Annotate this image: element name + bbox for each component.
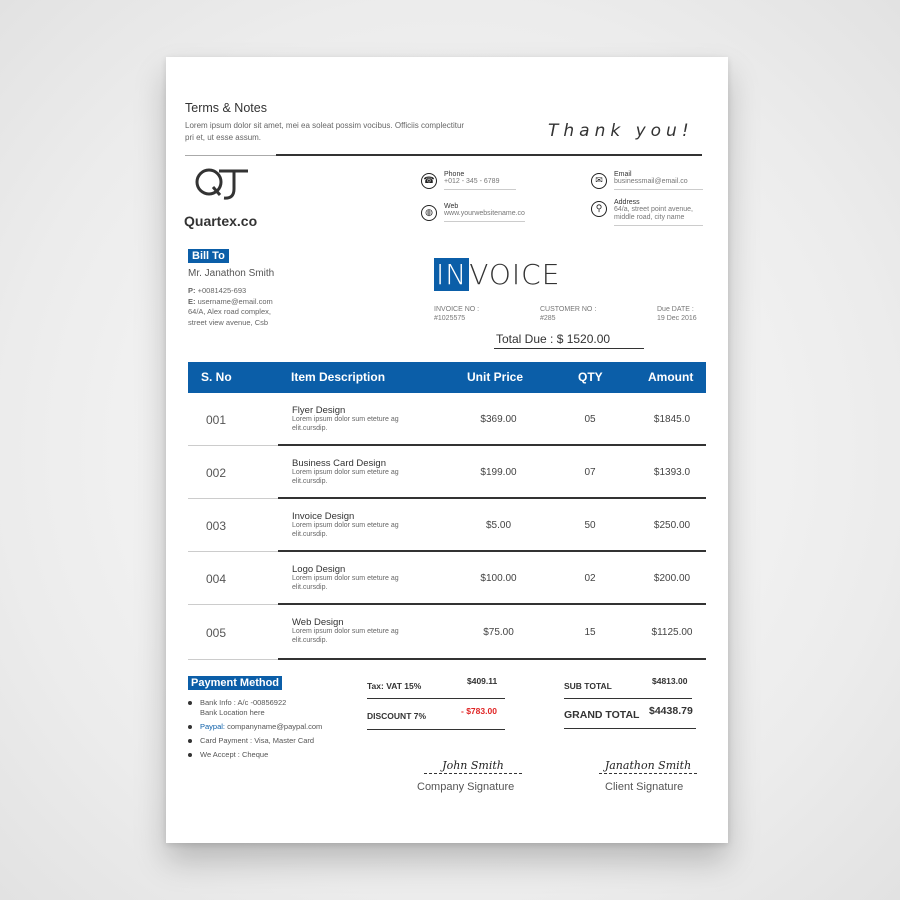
web-label: Web [444, 203, 459, 210]
client-signature-block [599, 759, 697, 778]
subtotal-label: SUB TOTAL [564, 681, 612, 691]
table-header [188, 362, 706, 393]
row-qty: 02 [584, 573, 596, 584]
location-pin-icon: ⚲ [591, 201, 607, 217]
thank-you-text: Thank you! [548, 121, 694, 141]
address-line1: 64/a, street point avenue, [614, 206, 693, 213]
client-signature-label: Client Signature [605, 781, 684, 793]
web-value: www.yourwebsitename.co [444, 210, 525, 217]
row-unit-price: $199.00 [480, 467, 517, 478]
row-amount: $1125.00 [651, 627, 693, 638]
due-date-block [657, 305, 697, 323]
invoice-sheet [166, 57, 728, 843]
bill-to-details [188, 286, 273, 328]
web-contact [421, 203, 525, 222]
invoice-number-block [434, 305, 479, 323]
row-qty: 15 [584, 627, 596, 638]
grand-total-row [564, 705, 696, 729]
phone-contact [421, 171, 516, 190]
customer-number: #285 [540, 315, 556, 322]
subtotal-underline [564, 698, 692, 699]
row-unit-price: $100.00 [480, 573, 517, 584]
row-sno: 004 [206, 572, 227, 586]
customer-number-block [540, 305, 596, 323]
header-amount: Amount [648, 370, 694, 384]
invoice-title-highlight: IN [436, 258, 468, 291]
phone-underline [444, 189, 516, 190]
due-date-label: Due DATE : [657, 306, 694, 313]
discount-row [367, 706, 505, 730]
row-item-name: Web Design [292, 617, 344, 628]
address-line2: middle road, city name [614, 214, 685, 221]
payment-paypal-key: Paypal: [200, 722, 226, 731]
envelope-icon: ✉ [591, 173, 607, 189]
payment-paypal-value: companyname@paypal.com [227, 722, 323, 731]
row-divider [278, 658, 706, 660]
row-item-name: Invoice Design [292, 511, 355, 522]
table-row [188, 393, 706, 446]
client-signature-line [599, 773, 697, 774]
invoice-number: #1025575 [434, 315, 466, 322]
quartex-logo [194, 165, 250, 205]
table-row [188, 605, 706, 658]
discount-value: - $783.00 [461, 706, 497, 716]
row-unit-price: $5.00 [485, 520, 512, 531]
invoice-number-label: INVOICE NO : [434, 306, 480, 313]
grand-total-value: $4438.79 [649, 705, 693, 717]
phone-label: Phone [444, 171, 465, 178]
address-contact [591, 199, 703, 226]
client-signature-script: Janathon Smith [604, 759, 692, 772]
phone-icon: ☎ [421, 173, 437, 189]
bill-to-label: Bill To [188, 249, 229, 263]
invoice-title [434, 258, 560, 291]
bill-to-name: Mr. Janathon Smith [188, 268, 275, 279]
globe-icon: ◍ [421, 205, 437, 221]
row-item-name: Business Card Design [292, 458, 386, 469]
company-signature-script: John Smith [442, 759, 504, 772]
row-sno: 002 [206, 466, 227, 480]
payment-bank-line2: Bank Location here [200, 708, 265, 717]
company-signature-label: Company Signature [417, 781, 515, 793]
table-row [188, 499, 706, 552]
bill-email: username@email.com [197, 296, 273, 306]
payment-paypal [188, 722, 322, 732]
header-divider-accent [276, 154, 702, 156]
tax-underline [367, 698, 505, 699]
row-amount: $1393.0 [653, 467, 691, 478]
total-due: Total Due : $ 1520.00 [496, 332, 611, 346]
subtotal-value: $4813.00 [652, 676, 688, 686]
bill-address-line2: street view avenue, Csb [188, 317, 269, 327]
email-underline [614, 189, 703, 190]
row-qty: 05 [584, 414, 596, 425]
row-amount: $1845.0 [653, 414, 691, 425]
company-signature-block [424, 759, 522, 778]
payment-method-label: Payment Method [188, 676, 282, 690]
bill-email-key: E: [188, 296, 196, 306]
phone-value: +012 - 345 - 6789 [444, 178, 500, 185]
row-item-desc: Lorem ipsum dolor sum eteture ag elit.cursdip. [292, 575, 399, 591]
row-qty: 50 [584, 520, 596, 531]
header-sno: S. No [201, 370, 232, 384]
header-qty: QTY [578, 370, 603, 384]
web-underline [444, 221, 525, 222]
address-label: Address [614, 199, 640, 206]
email-label: Email [614, 171, 632, 178]
subtotal-row [564, 676, 692, 699]
total-due-underline [494, 348, 644, 349]
address-underline [614, 225, 703, 226]
tax-row [367, 676, 505, 699]
bill-address-line1: 64/A, Alex road complex, [188, 307, 271, 316]
row-unit-price: $75.00 [483, 627, 514, 638]
row-unit-price: $369.00 [480, 414, 517, 425]
row-item-desc: Lorem ipsum dolor sum eteture ag elit.cursdip. [292, 416, 399, 432]
payment-accept: We Accept : Cheque [188, 750, 322, 760]
bill-phone-key: P: [188, 286, 196, 295]
tax-label: Tax: VAT 15% [367, 681, 422, 691]
row-item-desc: Lorem ipsum dolor sum eteture ag elit.cursdip. [292, 469, 399, 485]
row-sno: 001 [206, 413, 227, 427]
due-date: 19 Dec 2016 [657, 315, 697, 322]
payment-card: Card Payment : Visa, Master Card [188, 736, 322, 746]
discount-underline [367, 729, 505, 730]
row-qty: 07 [584, 467, 596, 478]
row-amount: $200.00 [653, 573, 691, 584]
terms-text: Lorem ipsum dolor sit amet, mei ea soleat possim vocibus. Officiis complectitur pri et, ut esse assum. [185, 121, 465, 142]
payment-bank-line1: Bank Info : A/c -00856922 [200, 698, 287, 707]
table-row [188, 552, 706, 605]
grand-total-label: GRAND TOTAL [564, 709, 640, 721]
company-name: Quartex.co [184, 213, 258, 229]
header-description: Item Description [291, 370, 386, 384]
row-item-desc: Lorem ipsum dolor sum eteture ag elit.cursdip. [292, 522, 399, 538]
payment-bank [188, 698, 322, 718]
header-unit-price: Unit Price [467, 370, 524, 384]
row-item-name: Flyer Design [292, 405, 346, 416]
email-contact [591, 171, 703, 190]
discount-label: DISCOUNT 7% [367, 711, 427, 721]
company-signature-line [424, 773, 522, 774]
tax-value: $409.11 [467, 676, 498, 686]
bill-phone: +0081425-693 [197, 286, 247, 295]
terms-title: Terms & Notes [185, 101, 267, 115]
row-item-desc: Lorem ipsum dolor sum eteture ag elit.cursdip. [292, 628, 399, 644]
email-value: businessmail@email.co [614, 178, 688, 185]
row-divider-light [188, 659, 278, 660]
row-sno: 003 [206, 519, 227, 533]
payment-method-list [188, 698, 322, 764]
grand-total-underline [564, 728, 696, 729]
table-row [188, 446, 706, 499]
customer-number-label: CUSTOMER NO : [540, 306, 597, 313]
invoice-title-rest: VOICE [469, 258, 561, 291]
row-amount: $250.00 [653, 520, 691, 531]
row-sno: 005 [206, 626, 227, 640]
row-item-name: Logo Design [292, 564, 346, 575]
